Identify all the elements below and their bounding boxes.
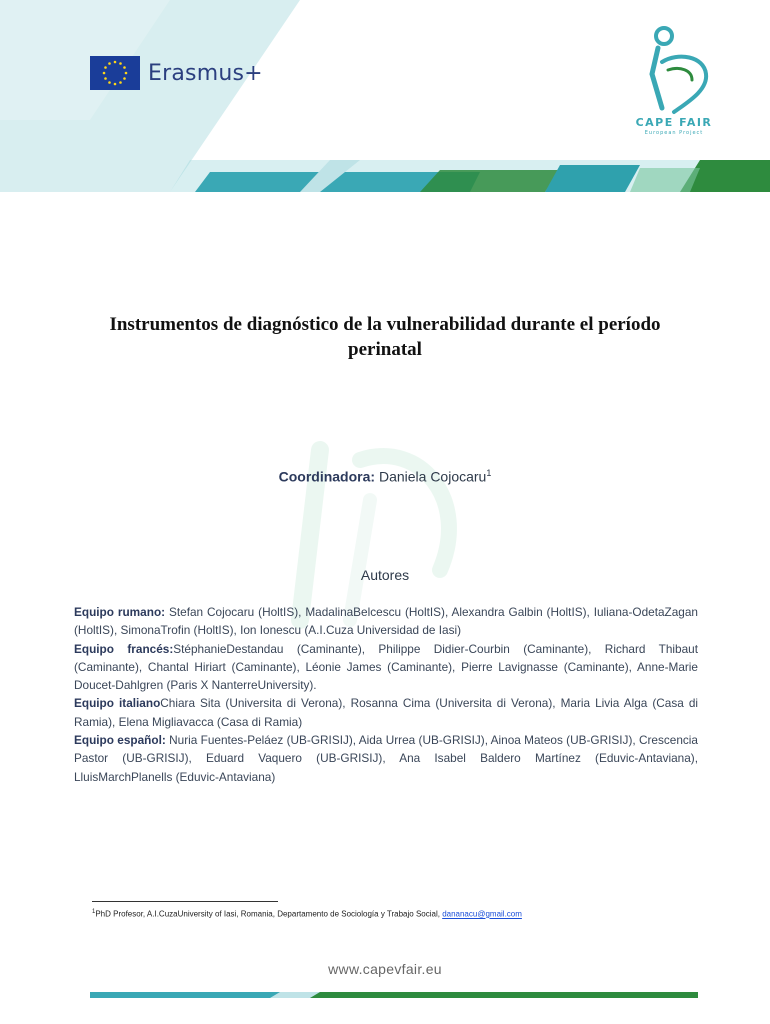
authors-heading: Autores <box>360 567 410 583</box>
team-spanish <box>74 731 698 786</box>
team-label: Equipo rumano: <box>74 605 166 619</box>
footnote-text: PhD Profesor, A.I.CuzaUniversity of Iasi, Romania, Departamento de Sociología y Trabajo Social, <box>95 909 443 919</box>
footnote-reference[interactable]: 1 <box>486 468 492 478</box>
team-members: StéphanieDestandau (Caminante), Philippe Didier-Courbin (Caminante), Richard Thibaut (Caminante), Chantal Hiriart (Caminante), Léonie James (Caminante), Pierre Lavignasse (Caminante), Anne-Marie Doucet-Dahlgren (Paris X NanterreUniversity). <box>74 641 698 693</box>
team-french <box>74 640 698 695</box>
erasmus-logo <box>90 56 263 90</box>
eu-flag-icon <box>90 56 140 90</box>
coordinator-line <box>0 468 770 485</box>
team-label: Equipo español: <box>74 733 166 748</box>
erasmus-wordmark: Erasmus+ <box>148 60 263 86</box>
team-italian <box>74 694 698 731</box>
capevfair-logo-text: CAPE FAIR <box>635 116 713 129</box>
page-header-banner <box>0 0 770 192</box>
footer-color-bar <box>90 992 698 998</box>
heart-figure-icon <box>618 22 730 116</box>
team-members: Nuria Fuentes-Peláez (UB-GRISIJ), Aida Urrea (UB-GRISIJ), Ainoa Mateos (UB-GRISIJ), Crescencia Pastor (UB-GRISIJ), Eduard Vaquero (UB-GRISIJ), Ana Isabel Baldero Martínez (Eduvic-Antaviana), LluisMarchPlanells (Eduvic-Antaviana) <box>74 733 698 784</box>
capevfair-logo-subtitle: European Project <box>644 130 704 136</box>
team-label: Equipo francés: <box>74 641 174 656</box>
coordinator-label: Coordinadora: <box>278 468 376 485</box>
footnote-mark: 1 <box>92 909 96 915</box>
coordinator-name: Daniela Cojocaru <box>378 468 487 485</box>
capevfair-logo <box>618 22 730 140</box>
document-title: Instrumentos de diagnóstico de la vulnerabilidad durante el período perinatal <box>109 314 661 360</box>
authors-list <box>74 603 698 786</box>
team-members: Chiara Sita (Universita di Verona), Rosanna Cima (Universita di Verona), Maria Livia Alga (Casa di Ramia), Elena Migliavacca (Casa di Ramia) <box>74 696 698 729</box>
team-members: Stefan Cojocaru (HoltIS), MadalinaBelcescu (HoltIS), Alexandra Galbin (HoltIS), Iuliana-OdetaZagan (HoltIS), SimonaTrofin (HoltIS), Ion Ionescu (A.I.Cuza Universidad de Iasi) <box>74 605 698 638</box>
team-romanian <box>74 603 698 640</box>
footnote-email-link[interactable]: dananacu@gmail.com <box>442 909 522 919</box>
footnote <box>92 909 712 919</box>
footnote-divider <box>92 901 278 902</box>
team-label: Equipo italiano <box>74 696 161 711</box>
footer-website[interactable]: www.capevfair.eu <box>328 961 442 977</box>
